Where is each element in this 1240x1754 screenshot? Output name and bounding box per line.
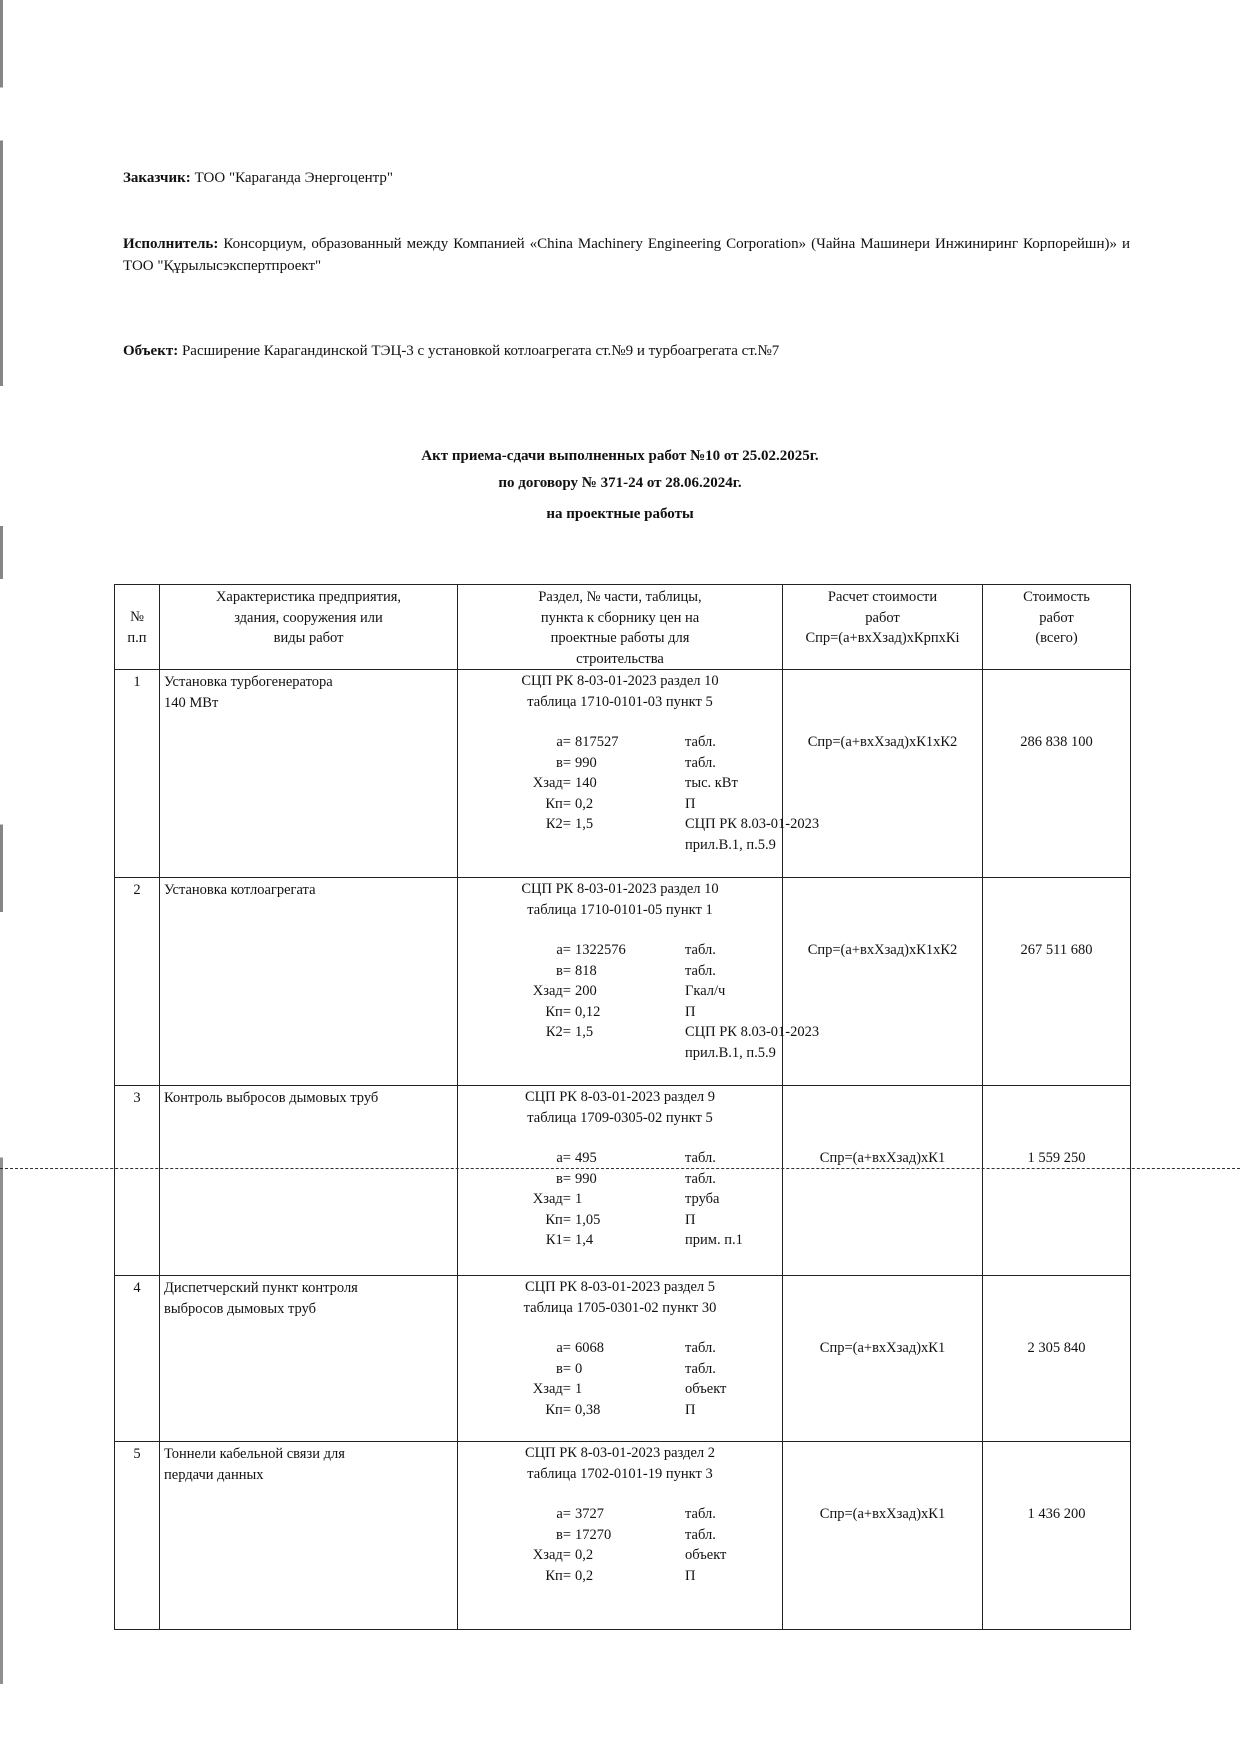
param-unit: П	[685, 795, 696, 812]
param-value: 818	[575, 962, 597, 979]
param-key: К2=	[545, 816, 571, 832]
header-num: № п.п	[115, 585, 160, 670]
param-key: Кп=	[545, 1567, 571, 1584]
param-value: 1,4	[575, 1232, 594, 1248]
param-value: 1,5	[575, 816, 594, 832]
price-reference: СЦП РК 8-03-01-2023 раздел 5 таблица 1705-0301-02 пункт 30 а= 6068 табл. в= 0 табл. Хзад= 1 объект Кп= 0,38 П	[458, 1276, 783, 1442]
param-key: Кп=	[545, 795, 571, 812]
row-number: 4	[115, 1276, 160, 1442]
param-unit: объект	[685, 1547, 727, 1563]
param-unit: Гкал/ч	[685, 983, 726, 999]
param-key: Хзад=	[532, 1547, 571, 1563]
contractor-value: Консорциум, образованный между Компанией «China Machinery Engineering Corporation» (Чайна Машинери Инжиниринг Корпорейшн)» и ТОО "Құрылысэкспертпроект"	[123, 236, 1130, 274]
param-key: а=	[556, 1340, 571, 1356]
param-value	[575, 1043, 685, 1064]
param-unit: прим. п.1	[685, 1232, 743, 1248]
object-line	[123, 340, 1130, 362]
param-value: 1	[575, 1381, 583, 1397]
param-unit: прил.В.1, п.5.9	[685, 836, 776, 853]
parameters	[480, 1148, 782, 1251]
param-key: К1=	[545, 1232, 571, 1248]
table-row	[115, 878, 1131, 1086]
contract-reference: по договору № 371-24 от 28.06.2024г.	[498, 475, 742, 491]
customer-label: Заказчик:	[123, 170, 191, 186]
contractor-label: Исполнитель:	[123, 236, 219, 252]
param-value: 6068	[575, 1340, 604, 1356]
cost-formula: Спр=(а+вхХзад)хК1хК2	[783, 878, 983, 1086]
param-key: Кп=	[545, 1003, 571, 1020]
fold-line	[0, 1168, 1240, 1169]
param-key: Кп=	[545, 1211, 571, 1228]
header-ref: Раздел, № части, таблицы, пункта к сборнику цен на проектные работы для строительства	[458, 585, 783, 670]
param-value: 817527	[575, 734, 619, 750]
param-value: 200	[575, 983, 597, 999]
scan-edge-artifact	[0, 0, 3, 1754]
param-key: Хзад=	[532, 1191, 571, 1207]
work-description: Установка котлоагрегата	[160, 878, 458, 1086]
param-unit: табл.	[685, 942, 716, 958]
works-table	[114, 584, 1131, 1630]
param-key: а=	[556, 1150, 571, 1166]
parameters	[480, 1338, 782, 1420]
param-unit: табл.	[685, 1360, 716, 1377]
object-value: Расширение Карагандинской ТЭЦ-3 с установкой котлоагрегата ст.№9 и турбоагрегата ст.№7	[181, 343, 780, 359]
param-unit: П	[685, 1567, 696, 1584]
cost-formula: Спр=(а+вхХзад)хК1	[783, 1086, 983, 1276]
param-key: в=	[555, 1360, 571, 1377]
document-title: Акт приема-сдачи выполненных работ №10 от 25.02.2025г.	[421, 448, 819, 464]
param-value: 1	[575, 1191, 583, 1207]
param-unit: СЦП РК 8.03-01-2023	[685, 1024, 820, 1040]
param-unit: табл.	[685, 754, 716, 771]
param-key: а=	[556, 734, 571, 750]
param-unit: табл.	[685, 1170, 716, 1187]
table-row	[115, 1086, 1131, 1276]
row-number: 3	[115, 1086, 160, 1276]
param-value: 990	[575, 1170, 597, 1187]
param-unit: труба	[685, 1191, 720, 1207]
param-key: в=	[555, 1170, 571, 1187]
param-value: 140	[575, 775, 597, 791]
param-key: в=	[555, 754, 571, 771]
price-reference: СЦП РК 8-03-01-2023 раздел 10 таблица 1710-0101-03 пункт 5 а= 817527 табл. в= 990 табл. Хзад= 140 тыс. кВт Кп= 0,2 П К2= 1,5 СЦП РК 8.03-01-2023 прил.В.1, п.5.9	[458, 670, 783, 878]
cost-formula: Спр=(а+вхХзад)хК1хК2	[783, 670, 983, 878]
param-value: 17270	[575, 1526, 612, 1543]
cost-formula: Спр=(а+вхХзад)хК1	[783, 1276, 983, 1442]
work-description: Диспетчерский пункт контроля выбросов дымовых труб	[160, 1276, 458, 1442]
param-key: К2=	[545, 1024, 571, 1040]
param-unit: объект	[685, 1381, 727, 1397]
cost-total: 267 511 680	[983, 878, 1131, 1086]
cost-total: 286 838 100	[983, 670, 1131, 878]
param-value: 0,2	[575, 1567, 594, 1584]
param-value: 495	[575, 1150, 597, 1166]
param-key: Хзад=	[532, 983, 571, 999]
cost-formula: Спр=(а+вхХзад)хК1	[783, 1442, 983, 1630]
table-row	[115, 670, 1131, 878]
param-unit: прил.В.1, п.5.9	[685, 1044, 776, 1061]
param-unit: табл.	[685, 1526, 716, 1543]
param-key: а=	[556, 942, 571, 958]
param-unit: тыс. кВт	[685, 775, 738, 791]
cost-total: 1 436 200	[983, 1442, 1131, 1630]
param-value: 990	[575, 754, 597, 771]
price-reference: СЦП РК 8-03-01-2023 раздел 2 таблица 1702-0101-19 пункт 3 а= 3727 табл. в= 17270 табл. Хзад= 0,2 объект Кп= 0,2 П	[458, 1442, 783, 1630]
param-key: Хзад=	[532, 1381, 571, 1397]
work-type-title: на проектные работы	[546, 506, 694, 522]
param-unit: П	[685, 1401, 696, 1418]
param-value: 1,05	[575, 1211, 601, 1228]
param-unit: табл.	[685, 1506, 716, 1522]
price-reference: СЦП РК 8-03-01-2023 раздел 10 таблица 1710-0101-05 пункт 1 а= 1322576 табл. в= 818 табл. Хзад= 200 Гкал/ч Кп= 0,12 П К2= 1,5 СЦП РК 8.03-01-2023 прил.В.1, п.5.9	[458, 878, 783, 1086]
object-label: Объект:	[123, 343, 179, 359]
header-name: Характеристика предприятия, здания, сооружения или виды работ	[160, 585, 458, 670]
header-cost: Стоимость работ (всего)	[983, 585, 1131, 670]
param-key: в=	[555, 962, 571, 979]
param-key: Кп=	[545, 1401, 571, 1418]
param-unit: табл.	[685, 1150, 716, 1166]
parameters	[480, 732, 820, 855]
param-unit: П	[685, 1003, 696, 1020]
param-unit: табл.	[685, 962, 716, 979]
param-unit: табл.	[685, 734, 716, 750]
customer-value: ТОО "Караганда Энергоцентр"	[194, 170, 394, 186]
work-description: Установка турбогенератора 140 МВт	[160, 670, 458, 878]
param-key	[480, 835, 575, 856]
parameters	[480, 940, 820, 1063]
param-value: 0,2	[575, 795, 594, 812]
param-unit: табл.	[685, 1340, 716, 1356]
param-key: а=	[556, 1506, 571, 1522]
param-value: 1,5	[575, 1024, 594, 1040]
work-description: Тоннели кабельной связи для пердачи данных	[160, 1442, 458, 1630]
parameters	[480, 1504, 782, 1586]
header-calc: Расчет стоимости работ Спр=(а+вхХзад)хКрпхКi	[783, 585, 983, 670]
param-value: 3727	[575, 1506, 604, 1522]
param-value	[575, 835, 685, 856]
contractor-line	[123, 233, 1130, 277]
table-header-row	[115, 585, 1131, 670]
table-row	[115, 1276, 1131, 1442]
param-value: 0	[575, 1360, 583, 1377]
param-key: Хзад=	[532, 775, 571, 791]
row-number: 1	[115, 670, 160, 878]
param-unit: СЦП РК 8.03-01-2023	[685, 816, 820, 832]
param-key	[480, 1043, 575, 1064]
work-description: Контроль выбросов дымовых труб	[160, 1086, 458, 1276]
param-unit: П	[685, 1211, 696, 1228]
param-value: 0,2	[575, 1547, 594, 1563]
param-value: 0,38	[575, 1401, 601, 1418]
customer-line	[123, 167, 1130, 189]
price-reference: СЦП РК 8-03-01-2023 раздел 9 таблица 1709-0305-02 пункт 5 а= 495 табл. в= 990 табл. Хзад= 1 труба Кп= 1,05 П К1= 1,4 прим. п.1	[458, 1086, 783, 1276]
param-value: 1322576	[575, 942, 626, 958]
cost-total: 1 559 250	[983, 1086, 1131, 1276]
param-key: в=	[555, 1526, 571, 1543]
row-number: 5	[115, 1442, 160, 1630]
row-number: 2	[115, 878, 160, 1086]
cost-total: 2 305 840	[983, 1276, 1131, 1442]
table-row	[115, 1442, 1131, 1630]
param-value: 0,12	[575, 1003, 601, 1020]
